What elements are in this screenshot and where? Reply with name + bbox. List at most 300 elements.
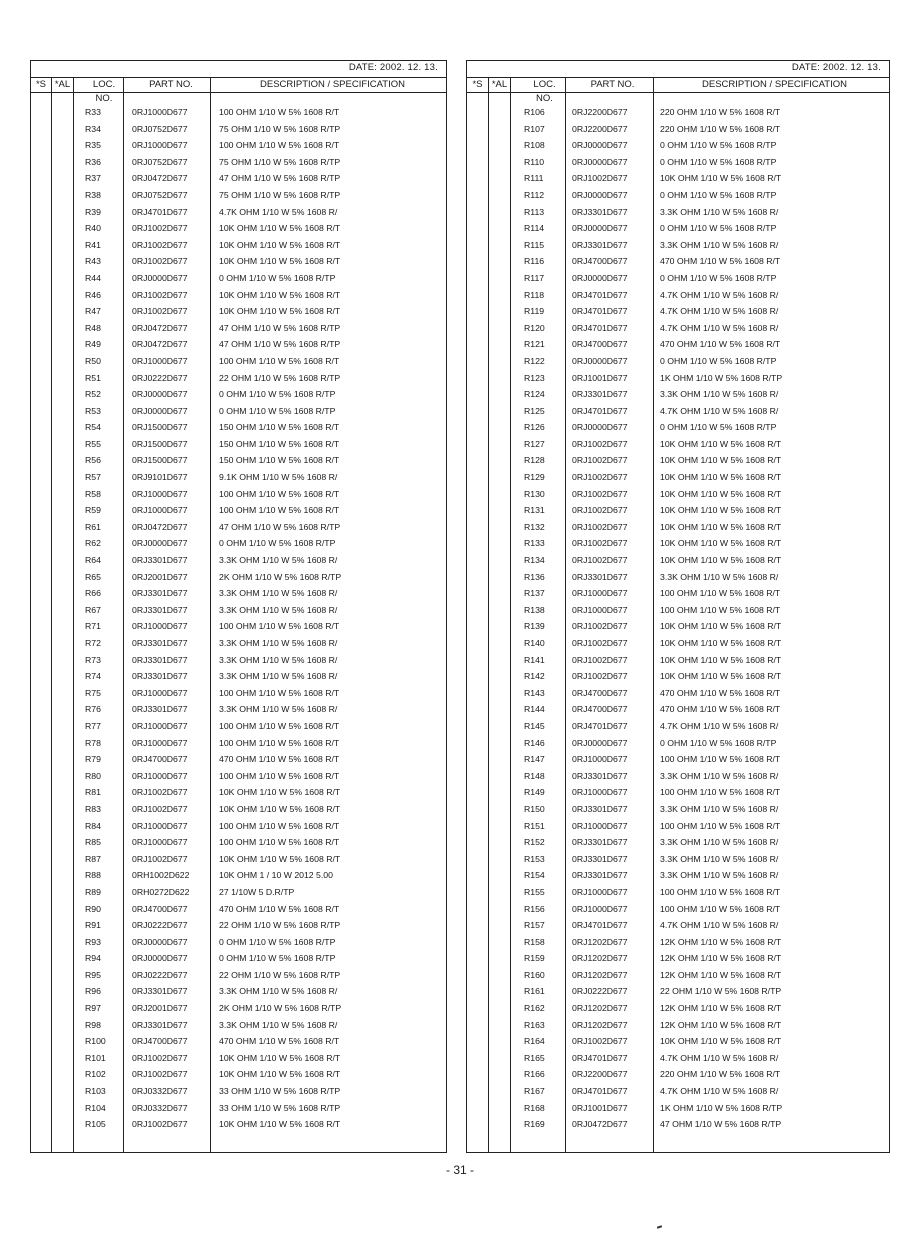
cell-s <box>467 685 489 702</box>
cell-part-no: 0RJ1000D677 <box>572 903 628 914</box>
cell-al <box>52 701 74 718</box>
cell-al <box>52 618 74 635</box>
table-row <box>467 436 889 453</box>
cell-s <box>467 701 489 718</box>
cell-part-no: 0RJ3301D677 <box>132 555 188 566</box>
cell-description: 3.3K OHM 1/10 W 5% 1608 R/ <box>660 389 779 400</box>
cell-description: 10K OHM 1/10 W 5% 1608 R/T <box>660 538 782 549</box>
cell-al <box>52 851 74 868</box>
cell-loc-no: R73 <box>85 654 101 665</box>
table-row <box>467 1017 889 1034</box>
cell-al <box>52 187 74 204</box>
cell-part-no: 0RJ9101D677 <box>132 472 188 483</box>
cell-part-no: 0RJ4700D677 <box>132 1036 188 1047</box>
cell-loc-no: R96 <box>85 986 101 997</box>
cell-loc-no: R167 <box>524 1086 545 1097</box>
table-row <box>467 1083 889 1100</box>
table-row <box>31 187 446 204</box>
cell-al <box>489 569 511 586</box>
cell-loc-no: R57 <box>85 472 101 483</box>
cell-description: 100 OHM 1/10 W 5% 1608 R/T <box>660 886 781 897</box>
table-row <box>31 585 446 602</box>
table-row <box>467 851 889 868</box>
cell-al <box>52 535 74 552</box>
cell-s <box>31 784 52 801</box>
cell-description: 100 OHM 1/10 W 5% 1608 R/T <box>219 140 340 151</box>
cell-description: 10K OHM 1/10 W 5% 1608 R/T <box>219 1069 341 1080</box>
table-row <box>31 253 446 270</box>
cell-loc-no: R75 <box>85 687 101 698</box>
cell-loc-no: R91 <box>85 920 101 931</box>
cell-s <box>467 618 489 635</box>
cell-al <box>52 602 74 619</box>
cell-description: 0 OHM 1/10 W 5% 1608 R/TP <box>219 936 336 947</box>
cell-al <box>489 237 511 254</box>
table-row <box>31 320 446 337</box>
cell-description: 3.3K OHM 1/10 W 5% 1608 R/ <box>219 654 338 665</box>
table-row <box>31 336 446 353</box>
cell-al <box>52 967 74 984</box>
cell-al <box>52 419 74 436</box>
table-row <box>31 403 446 420</box>
cell-description: 0 OHM 1/10 W 5% 1608 R/TP <box>660 223 777 234</box>
cell-s <box>467 403 489 420</box>
cell-s <box>467 469 489 486</box>
table-row <box>467 552 889 569</box>
table-row <box>467 635 889 652</box>
cell-s <box>31 569 52 586</box>
table-row <box>467 602 889 619</box>
cell-description: 75 OHM 1/10 W 5% 1608 R/TP <box>219 156 341 167</box>
cell-al <box>52 718 74 735</box>
table-row <box>31 635 446 652</box>
table-row <box>467 170 889 187</box>
cell-description: 100 OHM 1/10 W 5% 1608 R/T <box>219 488 340 499</box>
cell-s <box>467 270 489 287</box>
cell-part-no: 0RJ3301D677 <box>132 588 188 599</box>
cell-part-no: 0RJ2200D677 <box>572 1069 628 1080</box>
cell-part-no: 0RJ2200D677 <box>572 107 628 117</box>
cell-part-no: 0RJ1002D677 <box>132 853 188 864</box>
parts-table-left <box>30 60 447 1153</box>
cell-part-no: 0RH1002D622 <box>132 870 190 881</box>
cell-description: 33 OHM 1/10 W 5% 1608 R/TP <box>219 1086 341 1097</box>
cell-description: 3.3K OHM 1/10 W 5% 1608 R/ <box>660 853 779 864</box>
cell-part-no: 0RJ1002D677 <box>572 455 628 466</box>
table-row <box>31 569 446 586</box>
cell-loc-no: R97 <box>85 1003 101 1014</box>
cell-al <box>489 502 511 519</box>
cell-loc-no: R52 <box>85 389 101 400</box>
cell-part-no: 0RJ1002D677 <box>572 638 628 648</box>
cell-part-no: 0RJ1002D677 <box>132 306 188 317</box>
table-row <box>467 187 889 204</box>
cell-loc-no: R127 <box>524 438 545 449</box>
table-row <box>467 535 889 552</box>
cell-s <box>467 851 489 868</box>
cell-part-no: 0RJ1002D677 <box>132 803 188 814</box>
date-row <box>467 61 889 78</box>
cell-loc-no: R100 <box>85 1036 106 1047</box>
cell-part-no: 0RJ2001D677 <box>132 1003 188 1014</box>
cell-al <box>489 1000 511 1017</box>
table-row <box>31 983 446 1000</box>
cell-s <box>31 486 52 503</box>
table-row <box>31 801 446 818</box>
cell-s <box>467 635 489 652</box>
table-row <box>467 652 889 669</box>
cell-part-no: 0RJ1002D677 <box>572 555 628 566</box>
cell-loc-no: R71 <box>85 621 101 632</box>
cell-description: 22 OHM 1/10 W 5% 1608 R/TP <box>219 920 341 931</box>
header-loc-no: LOC. NO. <box>511 78 566 92</box>
cell-part-no: 0RJ1000D677 <box>572 787 628 798</box>
page-number: - 31 - <box>445 1163 474 1177</box>
cell-loc-no: R131 <box>524 505 545 516</box>
cell-loc-no: R58 <box>85 488 101 499</box>
table-row <box>467 253 889 270</box>
cell-part-no: 0RJ1002D677 <box>572 671 628 682</box>
cell-part-no: 0RJ4701D677 <box>572 720 628 731</box>
cell-al <box>489 950 511 967</box>
cell-description: 10K OHM 1/10 W 5% 1608 R/T <box>660 438 782 449</box>
cell-loc-no: R169 <box>524 1119 545 1130</box>
cell-s <box>31 768 52 785</box>
cell-s <box>467 867 489 884</box>
cell-description: 0 OHM 1/10 W 5% 1608 R/TP <box>660 355 777 366</box>
scan-mark <box>657 1225 662 1229</box>
cell-description: 100 OHM 1/10 W 5% 1608 R/T <box>660 588 781 599</box>
cell-loc-no: R137 <box>524 588 545 599</box>
date-label: DATE: 2002. 12. 13. <box>791 62 881 73</box>
cell-loc-no: R150 <box>524 803 545 814</box>
cell-loc-no: R50 <box>85 355 101 366</box>
cell-description: 10K OHM 1/10 W 5% 1608 R/T <box>219 306 341 317</box>
cell-s <box>31 685 52 702</box>
cell-loc-no: R146 <box>524 737 545 748</box>
cell-s <box>31 403 52 420</box>
cell-part-no: 0RJ4701D677 <box>572 322 628 333</box>
cell-al <box>489 983 511 1000</box>
table-row <box>467 701 889 718</box>
cell-loc-no: R111 <box>524 173 544 184</box>
cell-part-no: 0RJ1000D677 <box>132 621 188 632</box>
cell-loc-no: R165 <box>524 1052 545 1063</box>
cell-part-no: 0RJ0000D677 <box>132 389 188 400</box>
cell-al <box>489 303 511 320</box>
cell-loc-no: R151 <box>524 820 545 831</box>
cell-description: 10K OHM 1/10 W 5% 1608 R/T <box>219 1052 341 1063</box>
cell-al <box>52 287 74 304</box>
cell-part-no: 0RJ0000D677 <box>572 272 628 283</box>
cell-s <box>467 535 489 552</box>
cell-s <box>31 237 52 254</box>
cell-s <box>31 535 52 552</box>
cell-description: 0 OHM 1/10 W 5% 1608 R/TP <box>660 422 777 433</box>
table-row <box>467 137 889 154</box>
cell-part-no: 0RJ4701D677 <box>572 289 628 300</box>
cell-s <box>467 1116 489 1133</box>
cell-s <box>467 718 489 735</box>
cell-part-no: 0RJ4701D677 <box>572 920 628 931</box>
table-row <box>467 469 889 486</box>
cell-description: 0 OHM 1/10 W 5% 1608 R/TP <box>219 538 336 549</box>
table-row <box>31 867 446 884</box>
cell-part-no: 0RJ0000D677 <box>132 953 188 964</box>
cell-part-no: 0RJ0472D677 <box>132 322 188 333</box>
cell-al <box>489 170 511 187</box>
cell-loc-no: R61 <box>85 521 101 532</box>
cell-s <box>31 320 52 337</box>
cell-al <box>489 718 511 735</box>
header-al: *AL <box>489 78 511 92</box>
cell-part-no: 0RJ0332D677 <box>132 1086 188 1097</box>
cell-s <box>31 370 52 387</box>
cell-loc-no: R94 <box>85 953 101 964</box>
cell-description: 47 OHM 1/10 W 5% 1608 R/TP <box>219 322 341 333</box>
table-row <box>31 204 446 221</box>
cell-part-no: 0RJ1002D677 <box>572 621 628 632</box>
cell-al <box>52 884 74 901</box>
cell-description: 10K OHM 1/10 W 5% 1608 R/T <box>219 239 341 250</box>
cell-loc-no: R114 <box>524 223 545 234</box>
cell-s <box>31 834 52 851</box>
cell-description: 100 OHM 1/10 W 5% 1608 R/T <box>219 737 340 748</box>
cell-al <box>489 834 511 851</box>
cell-loc-no: R34 <box>85 123 101 134</box>
cell-part-no: 0RJ4701D677 <box>572 306 628 317</box>
cell-part-no: 0RJ1002D677 <box>572 488 628 499</box>
table-row <box>467 1066 889 1083</box>
table-row <box>31 784 446 801</box>
cell-description: 3.3K OHM 1/10 W 5% 1608 R/ <box>219 588 338 599</box>
table-row <box>467 901 889 918</box>
cell-loc-no: R40 <box>85 223 101 234</box>
cell-s <box>467 452 489 469</box>
cell-loc-no: R43 <box>85 256 101 267</box>
cell-s <box>467 735 489 752</box>
cell-part-no: 0RJ3301D677 <box>572 870 628 881</box>
cell-s <box>467 104 489 121</box>
cell-description: 3.3K OHM 1/10 W 5% 1608 R/ <box>219 1019 338 1030</box>
table-row <box>31 652 446 669</box>
table-row <box>467 370 889 387</box>
cell-loc-no: R49 <box>85 339 101 350</box>
cell-loc-no: R41 <box>85 239 101 250</box>
cell-s <box>31 867 52 884</box>
cell-loc-no: R66 <box>85 588 101 599</box>
cell-description: 3.3K OHM 1/10 W 5% 1608 R/ <box>219 638 338 648</box>
cell-loc-no: R159 <box>524 953 545 964</box>
cell-s <box>31 735 52 752</box>
cell-loc-no: R110 <box>524 156 545 167</box>
cell-al <box>52 652 74 669</box>
cell-al <box>52 751 74 768</box>
cell-al <box>52 983 74 1000</box>
cell-s <box>31 851 52 868</box>
cell-s <box>467 1000 489 1017</box>
cell-description: 4.7K OHM 1/10 W 5% 1608 R/ <box>660 720 779 731</box>
table-row <box>31 1116 446 1133</box>
cell-s <box>467 668 489 685</box>
table-row <box>467 1050 889 1067</box>
table-row <box>31 1050 446 1067</box>
cell-s <box>467 569 489 586</box>
table-row <box>31 1083 446 1100</box>
cell-part-no: 0RJ3301D677 <box>572 770 628 781</box>
cell-s <box>31 950 52 967</box>
cell-al <box>489 204 511 221</box>
cell-loc-no: R142 <box>524 671 545 682</box>
cell-s <box>467 818 489 835</box>
cell-description: 47 OHM 1/10 W 5% 1608 R/TP <box>219 339 341 350</box>
cell-s <box>31 452 52 469</box>
cell-description: 100 OHM 1/10 W 5% 1608 R/T <box>660 754 781 765</box>
cell-s <box>467 253 489 270</box>
table-row <box>467 121 889 138</box>
cell-al <box>489 336 511 353</box>
cell-loc-no: R140 <box>524 638 545 648</box>
cell-loc-no: R77 <box>85 720 101 731</box>
cell-loc-no: R67 <box>85 604 101 615</box>
cell-description: 10K OHM 1/10 W 5% 1608 R/T <box>219 256 341 267</box>
cell-s <box>467 336 489 353</box>
cell-s <box>31 469 52 486</box>
cell-loc-no: R90 <box>85 903 101 914</box>
cell-description: 0 OHM 1/10 W 5% 1608 R/TP <box>660 189 777 200</box>
cell-description: 150 OHM 1/10 W 5% 1608 R/T <box>219 438 340 449</box>
cell-part-no: 0RJ3301D677 <box>132 704 188 715</box>
cell-part-no: 0RJ1002D677 <box>132 1052 188 1063</box>
cell-al <box>489 287 511 304</box>
cell-loc-no: R39 <box>85 206 101 217</box>
cell-al <box>52 784 74 801</box>
cell-s <box>31 552 52 569</box>
cell-description: 10K OHM 1/10 W 5% 1608 R/T <box>660 455 782 466</box>
cell-loc-no: R78 <box>85 737 101 748</box>
cell-description: 3.3K OHM 1/10 W 5% 1608 R/ <box>660 571 779 582</box>
cell-description: 10K OHM 1/10 W 5% 1608 R/T <box>660 488 782 499</box>
cell-part-no: 0RJ1002D677 <box>132 256 188 267</box>
cell-s <box>467 652 489 669</box>
cell-description: 100 OHM 1/10 W 5% 1608 R/T <box>660 820 781 831</box>
header-description: DESCRIPTION / SPECIFICATION <box>702 79 847 90</box>
table-row <box>31 452 446 469</box>
cell-s <box>31 270 52 287</box>
cell-part-no: 0RH0272D622 <box>132 886 190 897</box>
cell-part-no: 0RJ1000D677 <box>132 140 188 151</box>
cell-s <box>31 220 52 237</box>
cell-s <box>31 751 52 768</box>
cell-al <box>489 751 511 768</box>
table-row <box>31 1017 446 1034</box>
cell-description: 10K OHM 1/10 W 5% 1608 R/T <box>660 621 782 632</box>
cell-description: 3.3K OHM 1/10 W 5% 1608 R/ <box>660 239 779 250</box>
cell-part-no: 0RJ1500D677 <box>132 422 188 433</box>
cell-s <box>467 1066 489 1083</box>
cell-part-no: 0RJ1001D677 <box>572 1102 628 1113</box>
cell-part-no: 0RJ1000D677 <box>132 505 188 516</box>
cell-description: 220 OHM 1/10 W 5% 1608 R/T <box>660 1069 781 1080</box>
table-row <box>467 204 889 221</box>
cell-s <box>31 204 52 221</box>
cell-al <box>489 452 511 469</box>
cell-al <box>52 685 74 702</box>
cell-loc-no: R148 <box>524 770 545 781</box>
cell-s <box>31 801 52 818</box>
cell-loc-no: R118 <box>524 289 545 300</box>
cell-description: 10K OHM 1/10 W 5% 1608 R/T <box>219 223 341 234</box>
cell-al <box>52 253 74 270</box>
cell-loc-no: R112 <box>524 189 545 200</box>
cell-al <box>489 1116 511 1133</box>
cell-al <box>489 967 511 984</box>
cell-s <box>467 287 489 304</box>
cell-part-no: 0RJ1002D677 <box>572 438 628 449</box>
cell-part-no: 0RJ0472D677 <box>572 1119 628 1130</box>
table-row <box>467 751 889 768</box>
cell-loc-no: R80 <box>85 770 101 781</box>
cell-description: 3.3K OHM 1/10 W 5% 1608 R/ <box>219 704 338 715</box>
cell-part-no: 0RJ3301D677 <box>572 853 628 864</box>
cell-al <box>52 801 74 818</box>
cell-s <box>467 1083 489 1100</box>
cell-description: 10K OHM 1/10 W 5% 1608 R/T <box>219 803 341 814</box>
cell-s <box>31 1116 52 1133</box>
cell-description: 4.7K OHM 1/10 W 5% 1608 R/ <box>660 1052 779 1063</box>
cell-s <box>31 287 52 304</box>
cell-al <box>489 436 511 453</box>
cell-description: 4.7K OHM 1/10 W 5% 1608 R/ <box>660 306 779 317</box>
cell-part-no: 0RJ0752D677 <box>132 189 188 200</box>
cell-s <box>467 1100 489 1117</box>
cell-loc-no: R122 <box>524 355 545 366</box>
cell-s <box>467 353 489 370</box>
cell-s <box>31 1050 52 1067</box>
cell-description: 47 OHM 1/10 W 5% 1608 R/TP <box>219 521 341 532</box>
table-row <box>467 303 889 320</box>
cell-part-no: 0RJ0222D677 <box>572 986 628 997</box>
table-row <box>467 1116 889 1133</box>
cell-loc-no: R93 <box>85 936 101 947</box>
cell-part-no: 0RJ3301D677 <box>572 206 628 217</box>
table-row <box>467 237 889 254</box>
cell-loc-no: R44 <box>85 272 101 283</box>
cell-part-no: 0RJ1202D677 <box>572 1019 628 1030</box>
cell-al <box>489 1100 511 1117</box>
cell-part-no: 0RJ0000D677 <box>572 140 628 151</box>
cell-part-no: 0RJ3301D677 <box>132 1019 188 1030</box>
cell-al <box>489 104 511 121</box>
cell-description: 3.3K OHM 1/10 W 5% 1608 R/ <box>660 870 779 881</box>
cell-loc-no: R38 <box>85 189 101 200</box>
cell-loc-no: R89 <box>85 886 101 897</box>
cell-description: 10K OHM 1/10 W 5% 1608 R/T <box>660 173 782 184</box>
cell-s <box>467 901 489 918</box>
cell-loc-no: R160 <box>524 969 545 980</box>
cell-s <box>31 635 52 652</box>
table-row <box>467 353 889 370</box>
cell-al <box>52 1017 74 1034</box>
cell-s <box>467 934 489 951</box>
cell-loc-no: R64 <box>85 555 101 566</box>
cell-description: 150 OHM 1/10 W 5% 1608 R/T <box>219 455 340 466</box>
cell-al <box>489 851 511 868</box>
cell-part-no: 0RJ1002D677 <box>132 787 188 798</box>
cell-part-no: 0RJ3301D677 <box>572 239 628 250</box>
table-row <box>467 386 889 403</box>
cell-s <box>31 1017 52 1034</box>
